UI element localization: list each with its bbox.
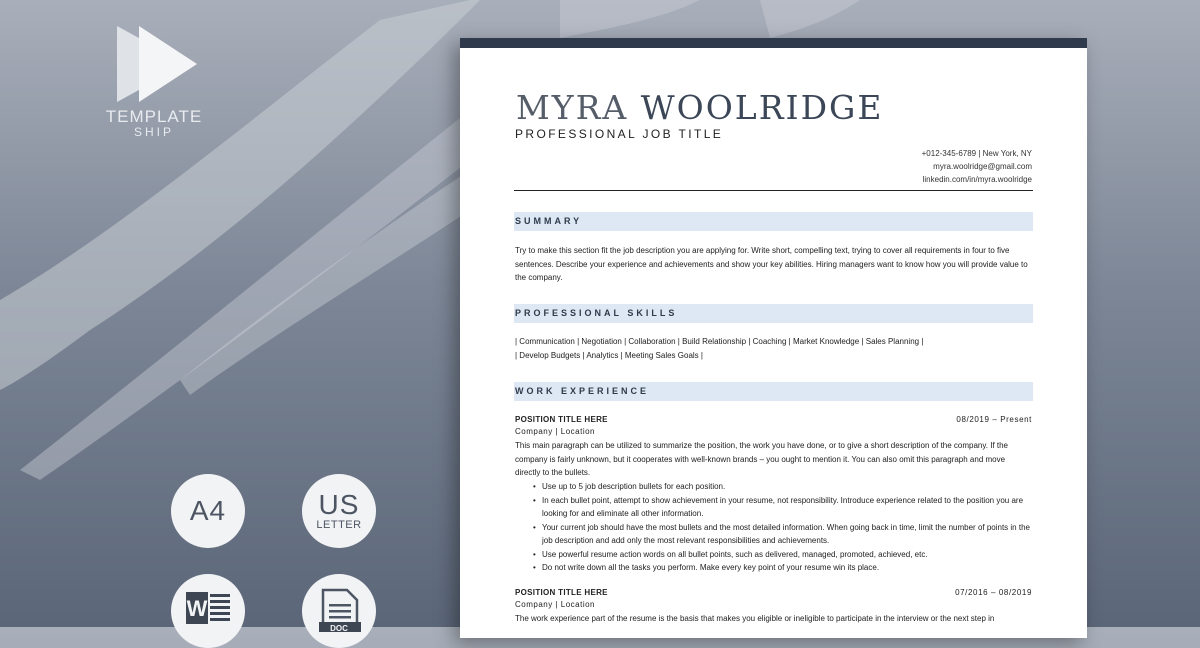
resume-page	[460, 38, 1087, 638]
brand-name: TEMPLATE	[105, 107, 203, 126]
job-1-header	[515, 414, 1032, 437]
candidate-name	[516, 88, 884, 127]
list-item: • Do not write down all the tasks you perform. Make every key point of your resume win its place.	[542, 561, 1032, 575]
job-2-date: 07/2016 – 08/2019	[955, 588, 1032, 597]
letter-label: LETTER	[316, 519, 362, 531]
job-1-title: POSITION TITLE HERE	[515, 415, 608, 424]
doc-format-badge	[302, 574, 376, 648]
play-logo-icon	[109, 22, 199, 106]
job-1-bullets	[542, 480, 1032, 575]
experience-heading: WORK EXPERIENCE	[514, 382, 1033, 401]
job-2-description: The work experience part of the resume is the basis that makes you eligible or ineligible to participate in the interview or the next step in	[515, 614, 995, 623]
phone-location: +012-345-6789 | New York, NY	[921, 149, 1032, 158]
linkedin: linkedin.com/in/myra.woolridge	[922, 175, 1032, 184]
list-item: • Use powerful resume action words on all bullet points, such as delivered, managed, promoted, achieved, etc.	[542, 548, 1032, 562]
job-title: PROFESSIONAL JOB TITLE	[515, 127, 724, 141]
resume-top-band	[460, 38, 1087, 48]
list-item: • In each bullet point, attempt to show achievement in your resume, not responsibility. Introduce experience related to the position you are looking for and eliminate all other information.	[542, 494, 1032, 521]
summary-heading: SUMMARY	[514, 212, 1033, 231]
list-item: • Your current job should have the most bullets and the most detailed information. When going back in time, limit the number of points in the job description and add only the most relevant responsibilities and achievements.	[542, 521, 1032, 548]
a4-format-badge	[171, 474, 245, 548]
header-divider	[514, 190, 1033, 191]
brand-logo	[104, 22, 204, 138]
list-item: • Use up to 5 job description bullets for each position.	[542, 480, 1032, 494]
contact-block	[922, 147, 1032, 186]
doc-file-icon	[317, 588, 361, 632]
job-2-header	[515, 587, 1032, 610]
job-1-description: This main paragraph can be utilized to summarize the position, the work you have done, or to give a short description of the company. If the company is fairly unknown, but it cooperates with well-known brands – you ought to mention it. You can also omit this paragraph and move directly to the bullets.	[515, 441, 1009, 477]
word-file-icon	[182, 590, 234, 626]
first-name: MYRA	[516, 88, 629, 127]
us-letter-badge	[302, 474, 376, 548]
skills-line-2: | Develop Budgets | Analytics | Meeting Sales Goals |	[515, 351, 703, 360]
job-2-title: POSITION TITLE HERE	[515, 588, 608, 597]
us-label: US	[318, 489, 360, 520]
skills-line-1: | Communication | Negotiation | Collaboration | Build Relationship | Coaching | Market Knowledge | Sales Planning |	[515, 337, 924, 346]
word-letter: W	[186, 596, 208, 621]
last-name: WOOLRIDGE	[640, 88, 884, 127]
job-2-company: Company | Location	[515, 599, 596, 609]
brand-subname: SHIP	[133, 125, 174, 139]
job-1-date: 08/2019 – Present	[956, 415, 1032, 424]
a4-label: A4	[189, 495, 227, 526]
job-1-company: Company | Location	[515, 426, 596, 436]
doc-label: DOC	[330, 624, 348, 632]
skills-heading: PROFESSIONAL SKILLS	[514, 304, 1033, 323]
word-format-badge	[171, 574, 245, 648]
summary-text: Try to make this section fit the job description you are applying for. Write short, compelling text, trying to cover all requirements in four to five sentences. Describe your experience and achievements and show your key abilities. Hiring managers want to know how you will provide value to the company.	[515, 246, 1028, 282]
email: myra.woolridge@gmail.com	[933, 162, 1032, 171]
